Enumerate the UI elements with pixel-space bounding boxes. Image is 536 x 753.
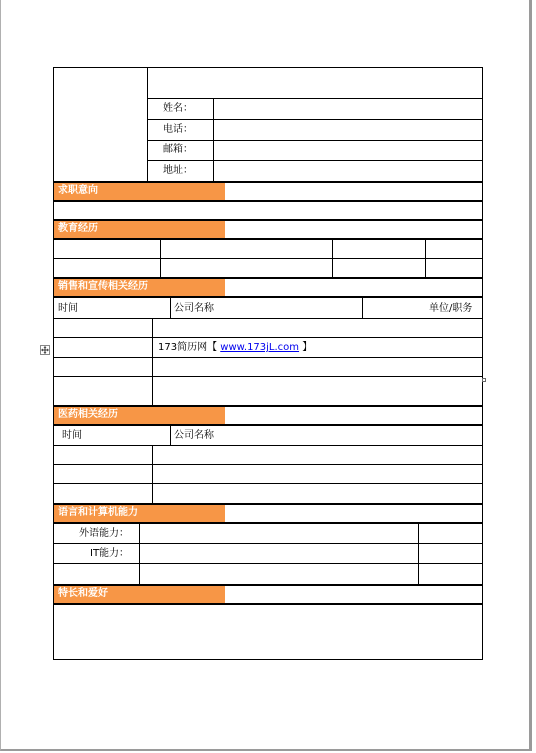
sales-row[interactable] <box>54 358 482 376</box>
sales-col-time: 时间 <box>58 303 78 314</box>
medical-row[interactable] <box>54 465 482 483</box>
foreign-language-label: 外语能力： <box>79 528 129 539</box>
section-title-skills: 特长和爱好 <box>58 588 108 599</box>
photo-area[interactable] <box>54 68 147 181</box>
watermark-text: 173简历网【 www.173jL.com 】 <box>158 342 313 353</box>
it-skill-field[interactable] <box>140 544 418 563</box>
address-field[interactable] <box>214 161 482 181</box>
it-skill-label: IT能力： <box>90 548 130 559</box>
medical-col-company: 公司名称 <box>174 430 214 441</box>
education-row[interactable] <box>54 259 482 277</box>
foreign-language-field[interactable] <box>140 524 418 543</box>
sales-col-position: 单位/职务 <box>429 303 473 314</box>
medical-col-time: 时间 <box>62 430 82 441</box>
education-row[interactable] <box>54 240 482 258</box>
sales-row[interactable] <box>54 319 482 337</box>
name-field[interactable] <box>214 99 482 119</box>
section-title-job-intention: 求职意向 <box>58 185 98 196</box>
table-resize-handle[interactable] <box>482 378 486 382</box>
name-label: 姓名： <box>163 103 193 114</box>
section-title-language: 语言和计算机能力 <box>58 507 138 518</box>
sales-row[interactable] <box>54 377 482 405</box>
email-field[interactable] <box>214 141 482 160</box>
address-label: 地址： <box>163 165 193 176</box>
phone-label: 电话： <box>163 124 193 135</box>
four-way-arrow-icon[interactable] <box>40 345 50 355</box>
watermark-link[interactable]: www.173jL.com <box>220 342 300 353</box>
job-intention-field[interactable] <box>54 202 482 219</box>
section-title-medical: 医药相关经历 <box>58 409 118 420</box>
language-extra-field[interactable] <box>140 564 418 583</box>
sales-col-company: 公司名称 <box>174 303 214 314</box>
skills-hobbies-field[interactable] <box>54 605 482 659</box>
phone-field[interactable] <box>214 120 482 140</box>
email-label: 邮箱： <box>163 144 193 155</box>
medical-row[interactable] <box>54 484 482 502</box>
section-title-sales: 销售和宣传相关经历 <box>58 281 148 292</box>
medical-row[interactable] <box>54 446 482 464</box>
section-title-education: 教育经历 <box>58 223 98 234</box>
